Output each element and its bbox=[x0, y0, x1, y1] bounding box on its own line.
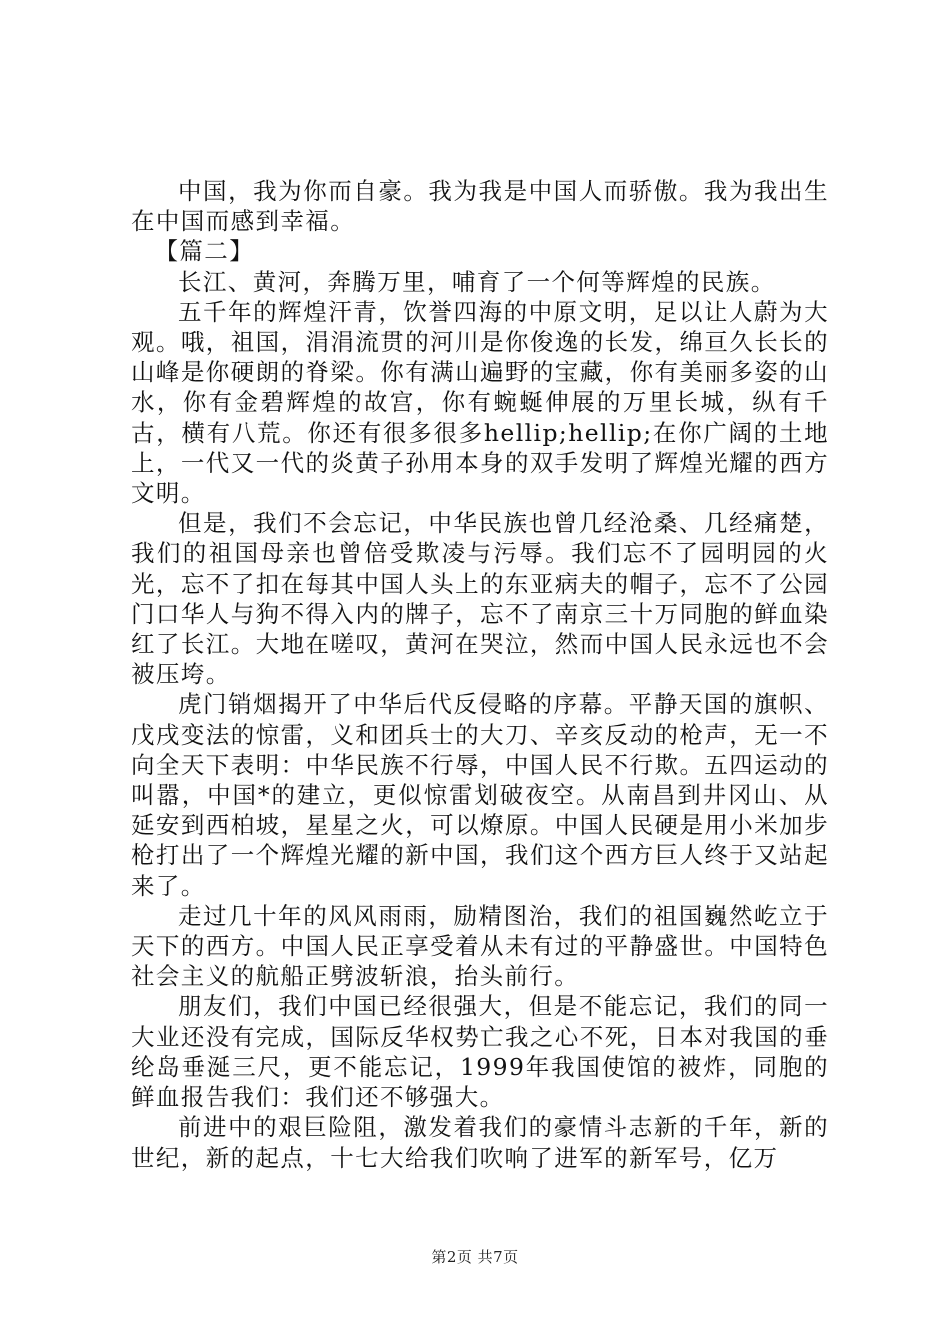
paragraph: 虎门销烟揭开了中华后代反侵略的序幕。平静天国的旗帜、戊戌变法的惊雷，义和团兵士的大刀、辛亥反动的枪声，无一不向全天下表明：中华民族不行辱，中国人民不行欺。五四运动的叫嚣，中国*的建立，更似惊雷划破夜空。从南昌到井冈山、从延安到西柏坡，星星之火，可以燎原。中国人民硬是用小米加步枪打出了一个辉煌光耀的新中国，我们这个西方巨人终于又站起来了。 bbox=[131, 690, 829, 900]
paragraph: 中国，我为你而自豪。我为我是中国人而骄傲。我为我出生在中国而感到幸福。 bbox=[131, 177, 829, 236]
document-body bbox=[131, 176, 829, 1173]
paragraph: 走过几十年的风风雨雨，励精图治，我们的祖国巍然屹立于天下的西方。中国人民正享受着从未有过的平静盛世。中国特色社会主义的航船正劈波斩浪，抬头前行。 bbox=[131, 901, 829, 991]
page-footer: 第2页 共7页 bbox=[431, 1248, 519, 1266]
paragraph: 前进中的艰巨险阻，激发着我们的豪情斗志新的千年，新的世纪，新的起点，十七大给我们吹响了进军的新军号，亿万 bbox=[131, 1113, 829, 1172]
section-heading: 【篇二】 bbox=[154, 237, 255, 266]
paragraph: 长江、黄河，奔腾万里，哺育了一个何等辉煌的民族。 bbox=[178, 267, 776, 296]
paragraph: 但是，我们不会忘记，中华民族也曾几经沧桑、几经痛楚，我们的祖国母亲也曾倍受欺凌与污辱。我们忘不了园明园的火光，忘不了扣在每其中国人头上的东亚病夫的帽子，忘不了公园门口华人与狗不得入内的牌子，忘不了南京三十万同胞的鲜血染红了长江。大地在嗟叹，黄河在哭泣，然而中国人民永远也不会被压垮。 bbox=[131, 509, 829, 689]
paragraph: 朋友们，我们中国已经很强大，但是不能忘记，我们的同一大业还没有完成，国际反华权势亡我之心不死，日本对我国的垂纶岛垂涎三尺，更不能忘记，1999年我国使馆的被炸，同胞的鲜血报告我们：我们还不够强大。 bbox=[131, 992, 829, 1112]
paragraph: 五千年的辉煌汗青，饮誉四海的中原文明，足以让人蔚为大观。哦，祖国，涓涓流贯的河川是你俊逸的长发，绵亘久长长的山峰是你硬朗的脊梁。你有满山遍野的宝藏，你有美丽多姿的山水，你有金碧辉煌的故宫，你有蜿蜒伸展的万里长城，纵有千古，横有八荒。你还有很多很多hellip;hellip;在你广阔的土地上，一代又一代的炎黄子孙用本身的双手发明了辉煌光耀的西方文明。 bbox=[131, 297, 829, 508]
